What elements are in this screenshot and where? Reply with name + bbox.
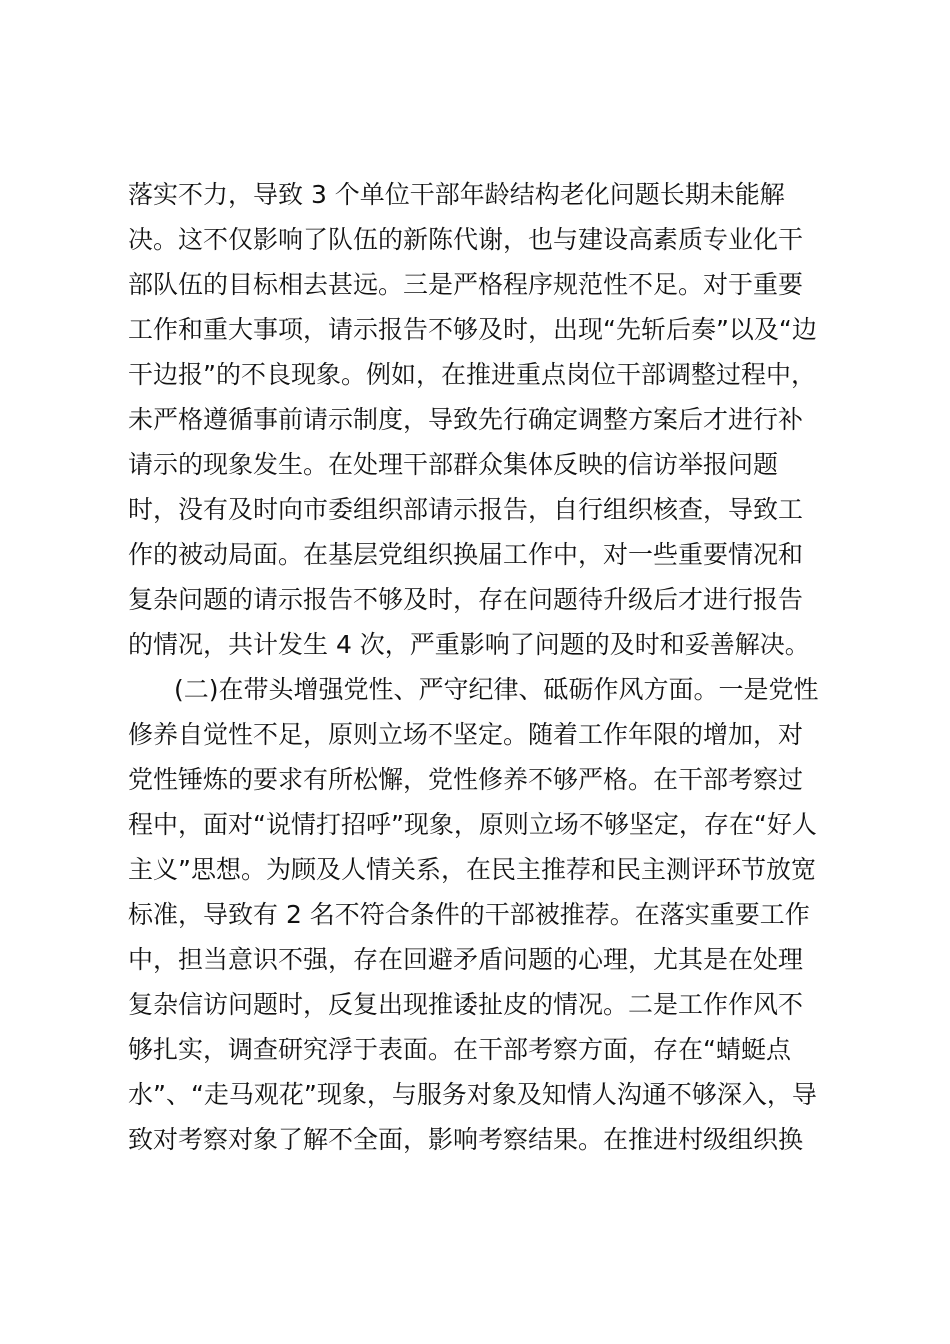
text-line: 程中，面对“说情打招呼”现象，原则立场不够坚定，存在“好人 bbox=[128, 810, 817, 839]
text-line: 决。这不仅影响了队伍的新陈代谢，也与建设高素质专业化干 bbox=[128, 225, 804, 254]
text-line: 修养自觉性不足，原则立场不坚定。随着工作年限的增加，对 bbox=[128, 720, 804, 749]
text-line: 落实不力，导致 3 个单位干部年龄结构老化问题长期未能解 bbox=[128, 180, 785, 209]
text-line: 作的被动局面。在基层党组织换届工作中，对一些重要情况和 bbox=[128, 540, 804, 569]
text-line: 请示的现象发生。在处理干部群众集体反映的信访举报问题 bbox=[128, 450, 779, 479]
text-line: 未严格遵循事前请示制度，导致先行确定调整方案后才进行补 bbox=[128, 405, 804, 434]
text-line: 水”、“走马观花”现象，与服务对象及知情人沟通不够深入，导 bbox=[128, 1080, 817, 1109]
text-line: 致对考察对象了解不全面，影响考察结果。在推进村级组织换 bbox=[128, 1125, 804, 1154]
section-heading-line: (二)在带头增强党性、严守纪律、砥砺作风方面。一是党性 bbox=[174, 675, 819, 704]
text-line: 够扎实，调查研究浮于表面。在干部考察方面，存在“蜻蜓点 bbox=[128, 1035, 791, 1064]
text-line: 干边报”的不良现象。例如，在推进重点岗位干部调整过程中， bbox=[128, 360, 816, 389]
body-text bbox=[128, 172, 838, 1162]
text-line: 中，担当意识不强，存在回避矛盾问题的心理，尤其是在处理 bbox=[128, 945, 804, 974]
text-line: 的情况，共计发生 4 次，严重影响了问题的及时和妥善解决。 bbox=[128, 630, 810, 659]
text-line: 工作和重大事项，请示报告不够及时，出现“先斩后奏”以及“边 bbox=[128, 315, 817, 344]
text-line: 部队伍的目标相去甚远。三是严格程序规范性不足。对于重要 bbox=[128, 270, 804, 299]
text-line: 时，没有及时向市委组织部请示报告，自行组织核查，导致工 bbox=[128, 495, 804, 524]
text-line: 党性锤炼的要求有所松懈，党性修养不够严格。在干部考察过 bbox=[128, 765, 804, 794]
text-line: 复杂信访问题时，反复出现推诿扯皮的情况。二是工作作风不 bbox=[128, 990, 804, 1019]
text-line: 主义”思想。为顾及人情关系，在民主推荐和民主测评环节放宽 bbox=[128, 855, 816, 884]
text-line: 标准，导致有 2 名不符合条件的干部被推荐。在落实重要工作 bbox=[128, 900, 810, 929]
text-line: 复杂问题的请示报告不够及时，存在问题待升级后才进行报告 bbox=[128, 585, 804, 614]
